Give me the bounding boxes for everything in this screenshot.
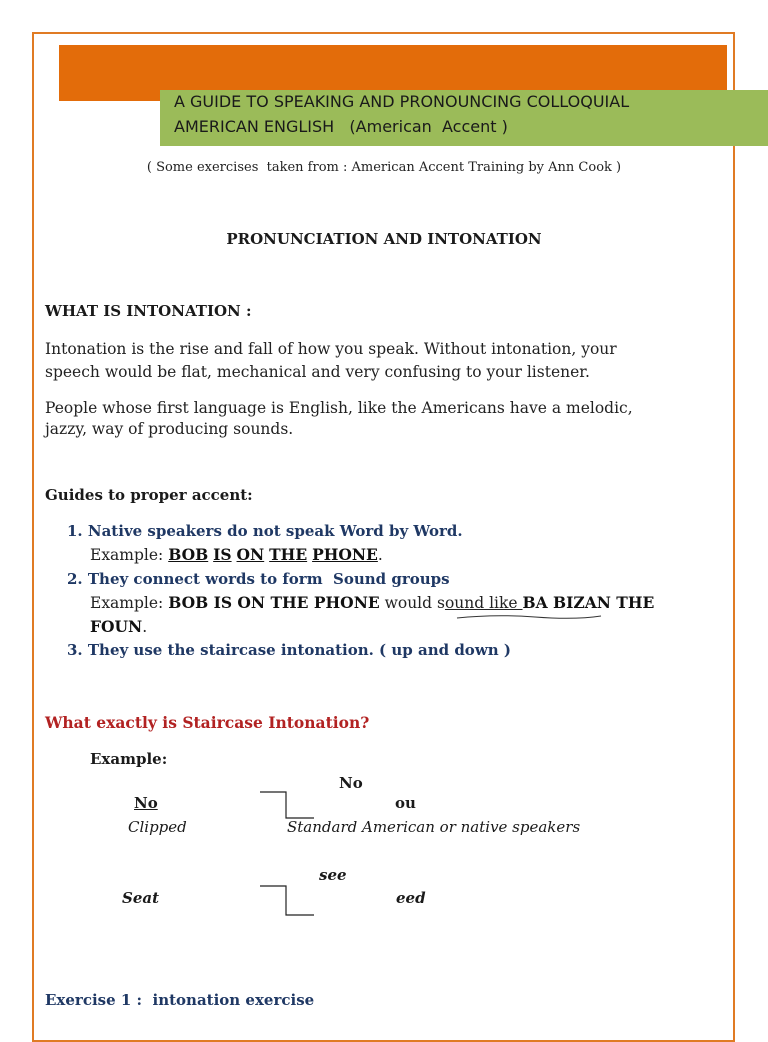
example-end: .: [142, 618, 148, 636]
see-word: see: [319, 866, 347, 884]
clipped-label: Clipped: [128, 818, 187, 836]
example-phrase: BOB IS ON THE PHONE: [168, 593, 380, 612]
staircase-step-seed: [260, 886, 314, 915]
example-middle-underlined: ound like: [444, 594, 523, 612]
staircase-step-no: [260, 792, 314, 818]
standard-label: Standard American or native speakers: [287, 818, 581, 836]
guide-item-1: 1. Native speakers do not speak Word by Word.: [67, 522, 463, 540]
no-clipped-word: No: [134, 794, 158, 812]
title-line-1: A GUIDE TO SPEAKING AND PRONOUNCING COLLOQUIAL: [174, 92, 630, 111]
intonation-definition-paragraph: [45, 338, 695, 384]
guide-example-1: [90, 545, 383, 564]
example-middle: would s: [379, 594, 445, 612]
source-note: ( Some exercises taken from : American Accent Training by Ann Cook ): [146, 160, 622, 175]
no-high-word: No: [339, 774, 363, 792]
paragraph-line: People whose first language is English, like the Americans have a melodic,: [45, 399, 633, 417]
word-on: ON: [236, 545, 265, 564]
staircase-heading: What exactly is Staircase Intonation?: [45, 713, 370, 732]
paragraph-line: Intonation is the rise and fall of how you speak. Without intonation, your: [45, 340, 617, 358]
guide-item-3: 3. They use the staircase intonation. ( up and down ): [67, 641, 511, 659]
example-prefix: Example:: [90, 546, 169, 564]
exercise-heading: Exercise 1 : intonation exercise: [45, 991, 315, 1009]
sounds-like-phrase: BA BIZAN THE: [522, 593, 655, 612]
guide-example-2: [90, 593, 654, 612]
example-prefix: Example:: [90, 594, 169, 612]
what-is-intonation-heading: WHAT IS INTONATION :: [45, 302, 252, 320]
paragraph-line: jazzy, way of producing sounds.: [45, 420, 294, 438]
document-title: [174, 89, 754, 139]
paragraph-line: speech would be flat, mechanical and very confusing to your listener.: [45, 363, 590, 381]
guide-item-2: 2. They connect words to form Sound groups: [67, 570, 450, 588]
seat-word: Seat: [122, 889, 160, 907]
word-the: THE: [269, 545, 308, 564]
section-heading: PRONUNCIATION AND INTONATION: [226, 230, 542, 248]
handwritten-underline: [455, 613, 603, 621]
example-end: .: [377, 546, 383, 564]
sounds-like-phrase-end: FOUN: [90, 617, 143, 636]
native-speakers-paragraph: [45, 398, 695, 440]
ou-word: ou: [395, 794, 416, 812]
title-line-2: AMERICAN ENGLISH (American Accent ): [174, 117, 508, 136]
guide-example-2-continued: [90, 617, 147, 636]
word-phone: PHONE: [312, 545, 378, 564]
word-is: IS: [213, 545, 232, 564]
staircase-diagram: [250, 780, 330, 940]
word-bob: BOB: [168, 545, 209, 564]
example-label: Example:: [90, 750, 168, 768]
eed-word: eed: [396, 889, 426, 907]
guides-heading: Guides to proper accent:: [45, 486, 253, 504]
